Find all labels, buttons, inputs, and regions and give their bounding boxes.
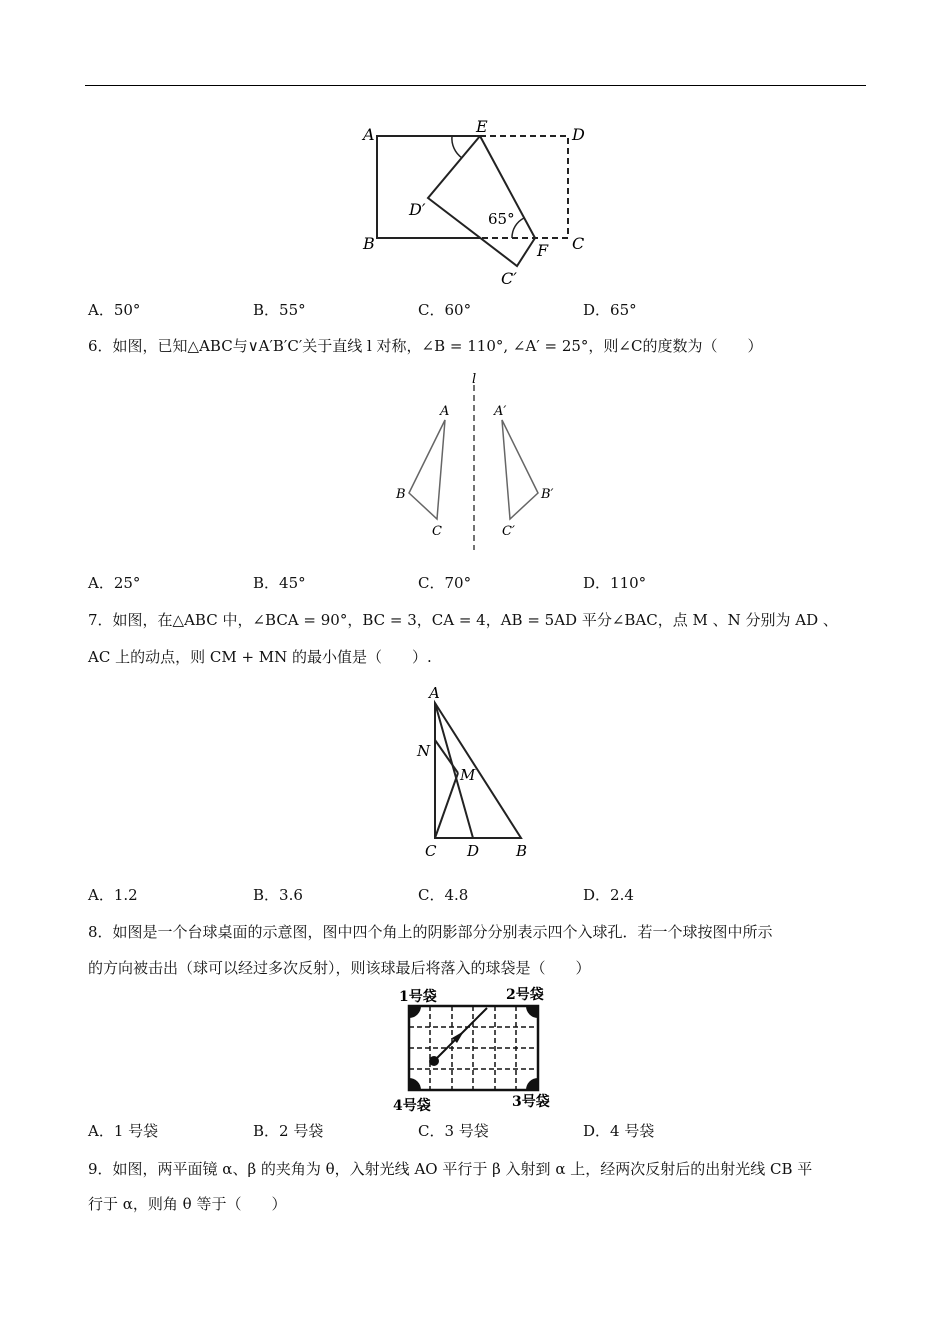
q6-figure [385,368,565,558]
label-B: B [363,234,375,253]
q7-figure [410,680,540,865]
q8-options [88,1120,868,1142]
q7-options [88,884,868,906]
q7-option-b[interactable]: B．3.6 [253,886,303,904]
rect-solid-edge [377,136,480,238]
q7-line2: AC 上的动点，则 CM + MN 的最小值是（ ）. [88,648,432,666]
q6-text: 6．如图，已知△ABC与∨A′B′C′关于直线 l 对称，∠B = 110°, ∠A′ = 25°，则∠C的度数为（ ） [88,337,763,355]
q8-option-c[interactable]: C．3 号袋 [418,1122,489,1140]
label-A7: A [429,684,440,702]
label-N7: N [417,742,431,760]
q6-option-a[interactable]: A．25° [88,574,141,592]
label-A: A [363,125,375,144]
label-C7: C [425,842,437,860]
q6-option-d[interactable]: D．110° [583,574,647,592]
pocket-4 [409,1078,421,1090]
triangle-abc-prime [502,420,538,519]
label-C-prime: C′ [501,269,517,288]
triangle-acb [435,703,521,838]
pocket-label-1: 1号袋 [399,989,437,1005]
q5-options [88,299,868,321]
q8-line1: 8．如图是一个台球桌面的示意图，图中四个角上的阴影部分分别表示四个入球孔．若一个球按图中所示 [88,923,773,941]
q8-figure [385,984,560,1114]
label-E: E [476,118,488,136]
q6-option-c[interactable]: C．70° [418,574,472,592]
label-D7: D [467,842,480,860]
label-D-prime: D′ [409,200,426,219]
q8-option-d[interactable]: D．4 号袋 [583,1122,655,1140]
label-angle: 65° [488,210,515,228]
label-F: F [537,241,549,260]
label-M7: M [460,766,476,784]
label-C6p: C′ [502,524,515,539]
pocket-label-3: 3号袋 [512,1094,550,1110]
q6-option-b[interactable]: B．45° [253,574,306,592]
q5-figure [355,118,605,288]
q6-options [88,572,868,594]
folded-part [428,136,535,266]
pocket-3 [526,1078,538,1090]
q8-option-b[interactable]: B．2 号袋 [253,1122,324,1140]
label-A6: A [440,404,450,419]
q9-line1: 9．如图，两平面镜 α、β 的夹角为 θ，入射光线 AO 平行于 β 入射到 α 上，经两次反射后的出射光线 CB 平 [88,1160,813,1178]
pocket-label-2: 2号袋 [506,987,544,1003]
q5-option-c[interactable]: C．60° [418,301,472,319]
label-D: D [572,125,585,144]
label-C: C [572,234,585,253]
q7-option-d[interactable]: D．2.4 [583,886,634,904]
q8-line2: 的方向被击出（球可以经过多次反射），则该球最后将落入的球袋是（ ） [88,959,591,977]
q7-line1: 7．如图，在△ABC 中，∠BCA = 90°，BC = 3，CA = 4，AB = 5AD 平分∠BAC，点 M 、N 分别为 AD 、 [88,611,838,629]
q5-option-b[interactable]: B．55° [253,301,306,319]
q8-option-a[interactable]: A．1 号袋 [88,1122,159,1140]
pocket-label-4: 4号袋 [393,1098,431,1114]
label-A6p: A′ [494,404,507,419]
segment-cm [435,773,458,838]
angle-arc-e [452,136,462,158]
q5-option-d[interactable]: D．65° [583,301,637,319]
label-B7: B [516,842,528,860]
label-B6p: B′ [541,487,554,502]
label-B6: B [396,487,406,502]
q5-option-a[interactable]: A．50° [88,301,141,319]
pocket-2 [526,1006,538,1018]
triangle-abc [409,420,445,519]
q7-option-a[interactable]: A．1.2 [88,886,138,904]
label-l: l [472,372,477,387]
q9-line2: 行于 α，则角 θ 等于（ ） [88,1195,287,1213]
pocket-1 [409,1006,421,1018]
q7-option-c[interactable]: C．4.8 [418,886,469,904]
label-C6: C [432,524,442,539]
header-rule [85,85,866,86]
